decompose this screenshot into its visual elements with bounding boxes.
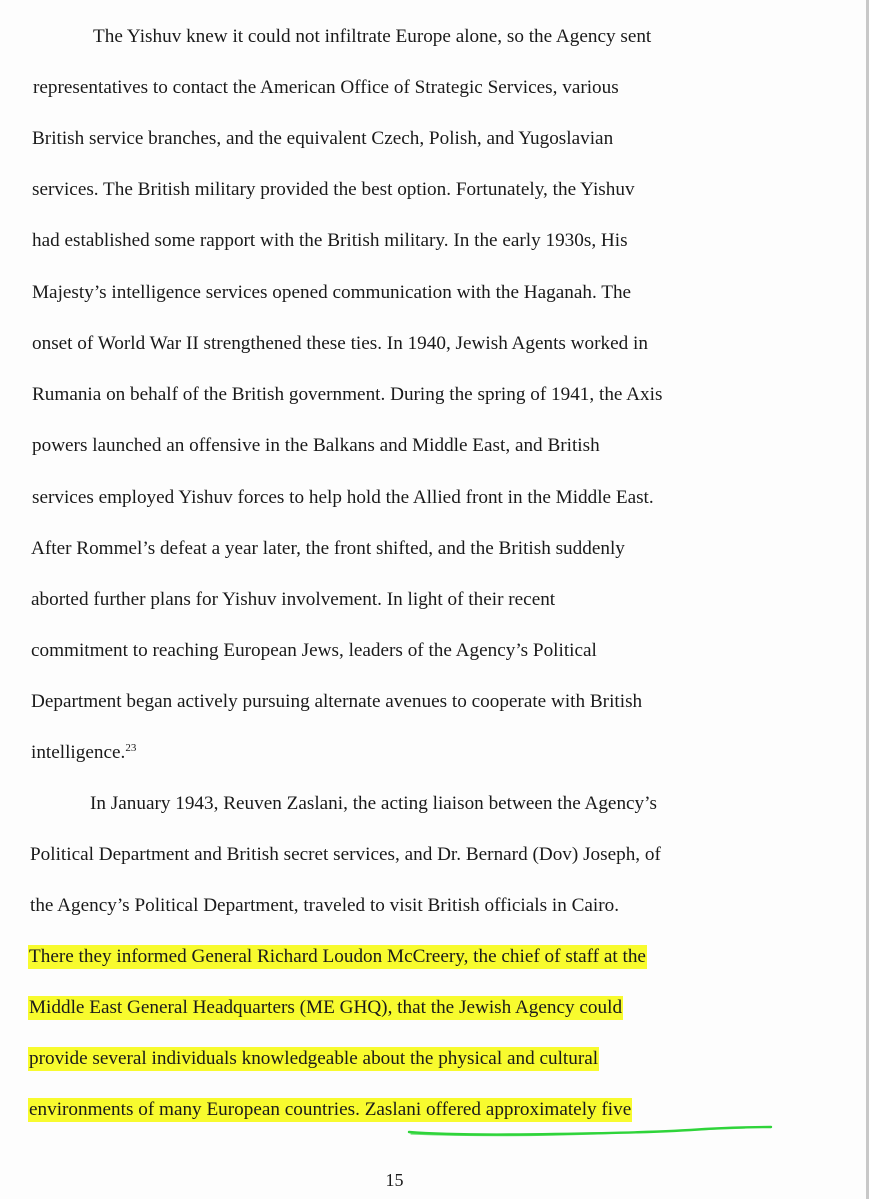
highlighted-line [28,1046,599,1072]
text-fragment: intelligence. [31,742,126,763]
text-line: services. The British military provided the best option. Fortunately, the Yishuv [32,179,635,200]
green-underline-annotation [405,1118,775,1142]
highlighted-text: Middle East General Headquarters (ME GHQ), that the Jewish Agency could [29,997,623,1018]
text-line: onset of World War II strengthened these ties. In 1940, Jewish Agents worked in [32,333,648,354]
text-line: the Agency’s Political Department, traveled to visit British officials in Cairo. [30,895,620,916]
text-line: After Rommel’s defeat a year later, the front shifted, and the British suddenly [31,538,625,559]
text-line: powers launched an offensive in the Balkans and Middle East, and British [32,435,600,456]
text-line: Political Department and British secret services, and Dr. Bernard (Dov) Joseph, of [30,844,661,865]
text-line: The Yishuv knew it could not infiltrate Europe alone, so the Agency sent [93,26,652,47]
text-line: commitment to reaching European Jews, leaders of the Agency’s Political [31,640,597,661]
footnote-reference[interactable]: 23 [125,742,137,754]
highlighted-text: There they informed General Richard Loudon McCreery, the chief of staff at the [29,946,646,967]
page-number: 15 [385,1170,404,1190]
highlighted-text: provide several individuals knowledgeable about the physical and cultural [29,1048,599,1069]
text-line: In January 1943, Reuven Zaslani, the acting liaison between the Agency’s [90,793,657,814]
text-line: Majesty’s intelligence services opened communication with the Haganah. The [32,282,632,303]
text-line: Department began actively pursuing alternate avenues to cooperate with British [31,691,643,712]
highlighted-text: environments of many European countries. Zaslani offered approximately five [29,1099,632,1120]
text-line: representatives to contact the American Office of Strategic Services, various [33,77,619,98]
highlighted-line [28,944,647,970]
text-line-last [31,740,136,766]
text-line: British service branches, and the equivalent Czech, Polish, and Yugoslavian [32,128,614,149]
text-line: services employed Yishuv forces to help hold the Allied front in the Middle East. [32,487,654,508]
text-line: had established some rapport with the British military. In the early 1930s, His [32,230,628,251]
text-line: aborted further plans for Yishuv involvement. In light of their recent [31,589,556,610]
text-line: Rumania on behalf of the British government. During the spring of 1941, the Axis [32,384,663,405]
highlighted-line [28,995,623,1021]
